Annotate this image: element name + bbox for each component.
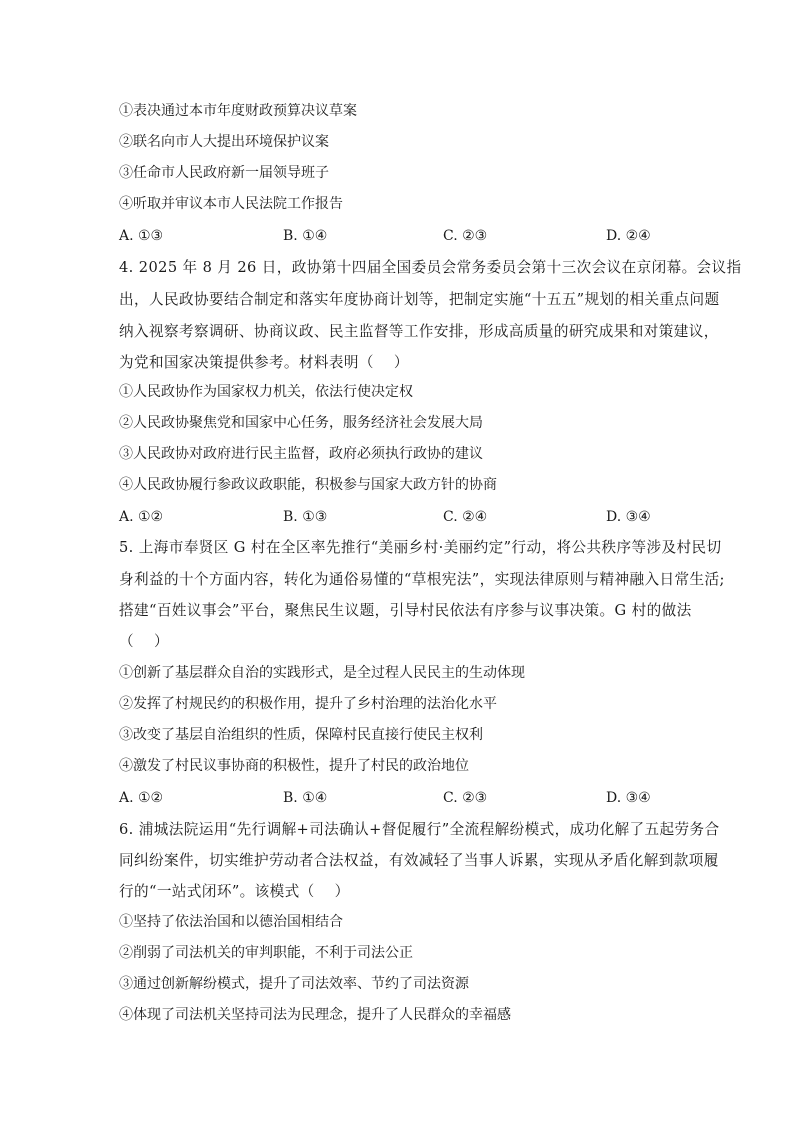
q5-stem-line-1: 5. 上海市奉贤区 G 村在全区率先推行“美丽乡村·美丽约定”行动，将公共秩序等涉及村民切 [119,539,722,556]
q5-item-1: ①创新了基层群众自治的实践形式，是全过程人民民主的生动体现 [119,665,525,681]
q6-stem-line-1: 6. 浦城法院运用“先行调解+司法确认+督促履行”全流程解纷模式，成功化解了五起劳务合 [119,821,720,838]
q4-option-c: C. ②④ [443,509,488,525]
q4-item-4: ④人民政协履行参政议政职能，积极参与国家大政方针的协商 [119,477,497,493]
q4-item-2: ②人民政协聚焦党和国家中心任务，服务经济社会发展大局 [119,415,483,431]
q3-option-d: D. ②④ [606,228,651,244]
q5-option-c: C. ②③ [443,790,488,806]
q3-option-a: A. ①③ [119,228,164,244]
q4-stem-line-1: 4. 2025 年 8 月 26 日，政协第十四届全国委员会常务委员会第十三次会议在京闭幕。会议指 [119,259,742,276]
q3-options [119,226,679,246]
q5-stem-line-4: （ ） [119,633,170,650]
q4-option-a: A. ①② [119,509,164,525]
q4-item-3: ③人民政协对政府进行民主监督，政府必须执行政协的建议 [119,446,483,462]
q3-item-4: ④听取并审议本市人民法院工作报告 [119,196,343,212]
q5-stem-line-3: 搭建“百姓议事会”平台，聚焦民生议题，引导村民依法有序参与议事决策。G 村的做法 [119,602,692,619]
q3-option-b: B. ①④ [283,228,328,244]
q6-item-1: ①坚持了依法治国和以德治国相结合 [119,914,343,930]
q5-option-d: D. ③④ [606,790,651,806]
q3-item-3: ③任命市人民政府新一届领导班子 [119,165,329,181]
q4-option-d: D. ③④ [606,509,651,525]
q4-item-1: ①人民政协作为国家权力机关，依法行使决定权 [119,384,413,400]
q5-option-a: A. ①② [119,790,164,806]
q6-item-3: ③通过创新解纷模式，提升了司法效率、节约了司法资源 [119,976,469,992]
q4-option-b: B. ①③ [283,509,328,525]
q6-item-2: ②削弱了司法机关的审判职能，不利于司法公正 [119,945,413,961]
q5-stem-line-2: 身利益的十个方面内容，转化为通俗易懂的“草根宪法”，实现法律原则与精神融入日常生活; [119,571,725,588]
q6-item-4: ④体现了司法机关坚持司法为民理念，提升了人民群众的幸福感 [119,1007,511,1023]
q5-item-3: ③改变了基层自治组织的性质，保障村民直接行使民主权利 [119,727,483,743]
q4-stem-line-2: 出，人民政协要结合制定和落实年度协商计划等，把制定实施“十五五”规划的相关重点问题 [119,291,720,308]
q6-stem-line-2: 同纠纷案件，切实维护劳动者合法权益，有效减轻了当事人诉累，实现从矛盾化解到款项履 [119,852,719,869]
q5-item-2: ②发挥了村规民约的积极作用，提升了乡村治理的法治化水平 [119,696,497,712]
q5-item-4: ④激发了村民议事协商的积极性，提升了村民的政治地位 [119,758,469,774]
q3-item-1: ①表决通过本市年度财政预算决议草案 [119,103,357,119]
q5-option-b: B. ①④ [283,790,328,806]
q4-stem-line-4: 为党和国家决策提供参考。材料表明（ ） [119,354,409,371]
q6-stem-line-3: 行的“一站式闭环”。该模式（ ） [119,883,350,900]
q3-item-2: ②联名向市人大提出环境保护议案 [119,134,329,150]
q5-options [119,788,679,808]
q4-options [119,507,679,527]
q3-option-c: C. ②③ [443,228,488,244]
q4-stem-line-3: 纳入视察考察调研、协商议政、民主监督等工作安排，形成高质量的研究成果和对策建议， [119,323,719,340]
